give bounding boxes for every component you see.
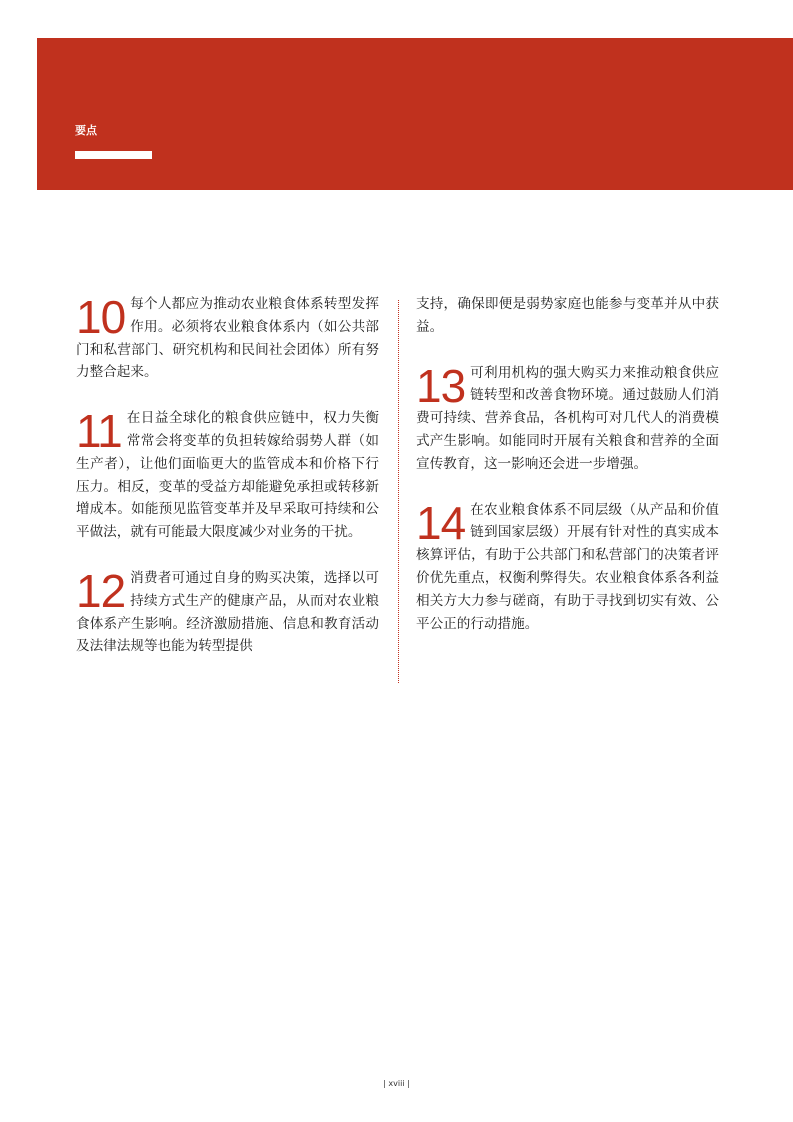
key-point-12-continued: 支持，确保即便是弱势家庭也能参与变革并从中获益。 xyxy=(416,296,719,335)
key-point-13 xyxy=(416,359,719,476)
key-point-10 xyxy=(76,293,379,384)
key-point-text: 可利用机构的强大购买力来推动粮食供应链转型和改善食物环境。通过鼓励人们消费可持续、营养食品，各机构可对几代人的消费模式产生影响。如能同时开展有关粮食和营养的全面宣传教育，这一影响还会进一步增强。 xyxy=(416,364,719,472)
key-point-number: 10 xyxy=(76,291,126,343)
key-point-number: 13 xyxy=(416,359,466,412)
key-point-11 xyxy=(76,407,379,544)
key-point-text: 在农业粮食体系不同层级（从产品和价值链到国家层级）开展有针对性的真实成本核算评估，有助于公共部门和私营部门的决策者评价优先重点，权衡利弊得失。农业粮食体系各利益相关方大力参与磋商，有助于寻找到切实有效、公平公正的行动措施。 xyxy=(416,501,719,632)
key-point-number: 12 xyxy=(76,564,126,617)
key-point-14 xyxy=(416,496,719,636)
left-column xyxy=(76,293,379,658)
title-underline-bar xyxy=(75,151,152,159)
key-point-number: 11 xyxy=(76,405,122,458)
right-column xyxy=(416,293,719,635)
key-point-number: 14 xyxy=(416,496,466,549)
header-banner xyxy=(37,38,793,190)
key-point-text: 在日益全球化的粮食供应链中，权力失衡常常会将变革的负担转嫁给弱势人群（如生产者），让他们面临更大的监管成本和价格下行压力。相反，变革的受益方却能避免承担或转移新增成本。如能预见监管变革并及早采取可持续和公平做法，就有可能最大限度减少对业务的干扰。 xyxy=(76,410,379,541)
key-point-text: 每个人都应为推动农业粮食体系转型发挥作用。必须将农业粮食体系内（如公共部门和私营部门、研究机构和民间社会团体）所有努力整合起来。 xyxy=(76,296,379,381)
page-number: | xviii | xyxy=(383,1079,410,1088)
column-divider xyxy=(398,300,399,683)
key-point-text: 消费者可通过自身的购买决策，选择以可持续方式生产的健康产品，从而对农业粮食体系产生影响。经济激励措施、信息和教育活动及法律法规等也能为转型提供 xyxy=(76,569,379,655)
section-title: 要点 xyxy=(75,124,97,137)
key-point-12 xyxy=(76,564,379,658)
